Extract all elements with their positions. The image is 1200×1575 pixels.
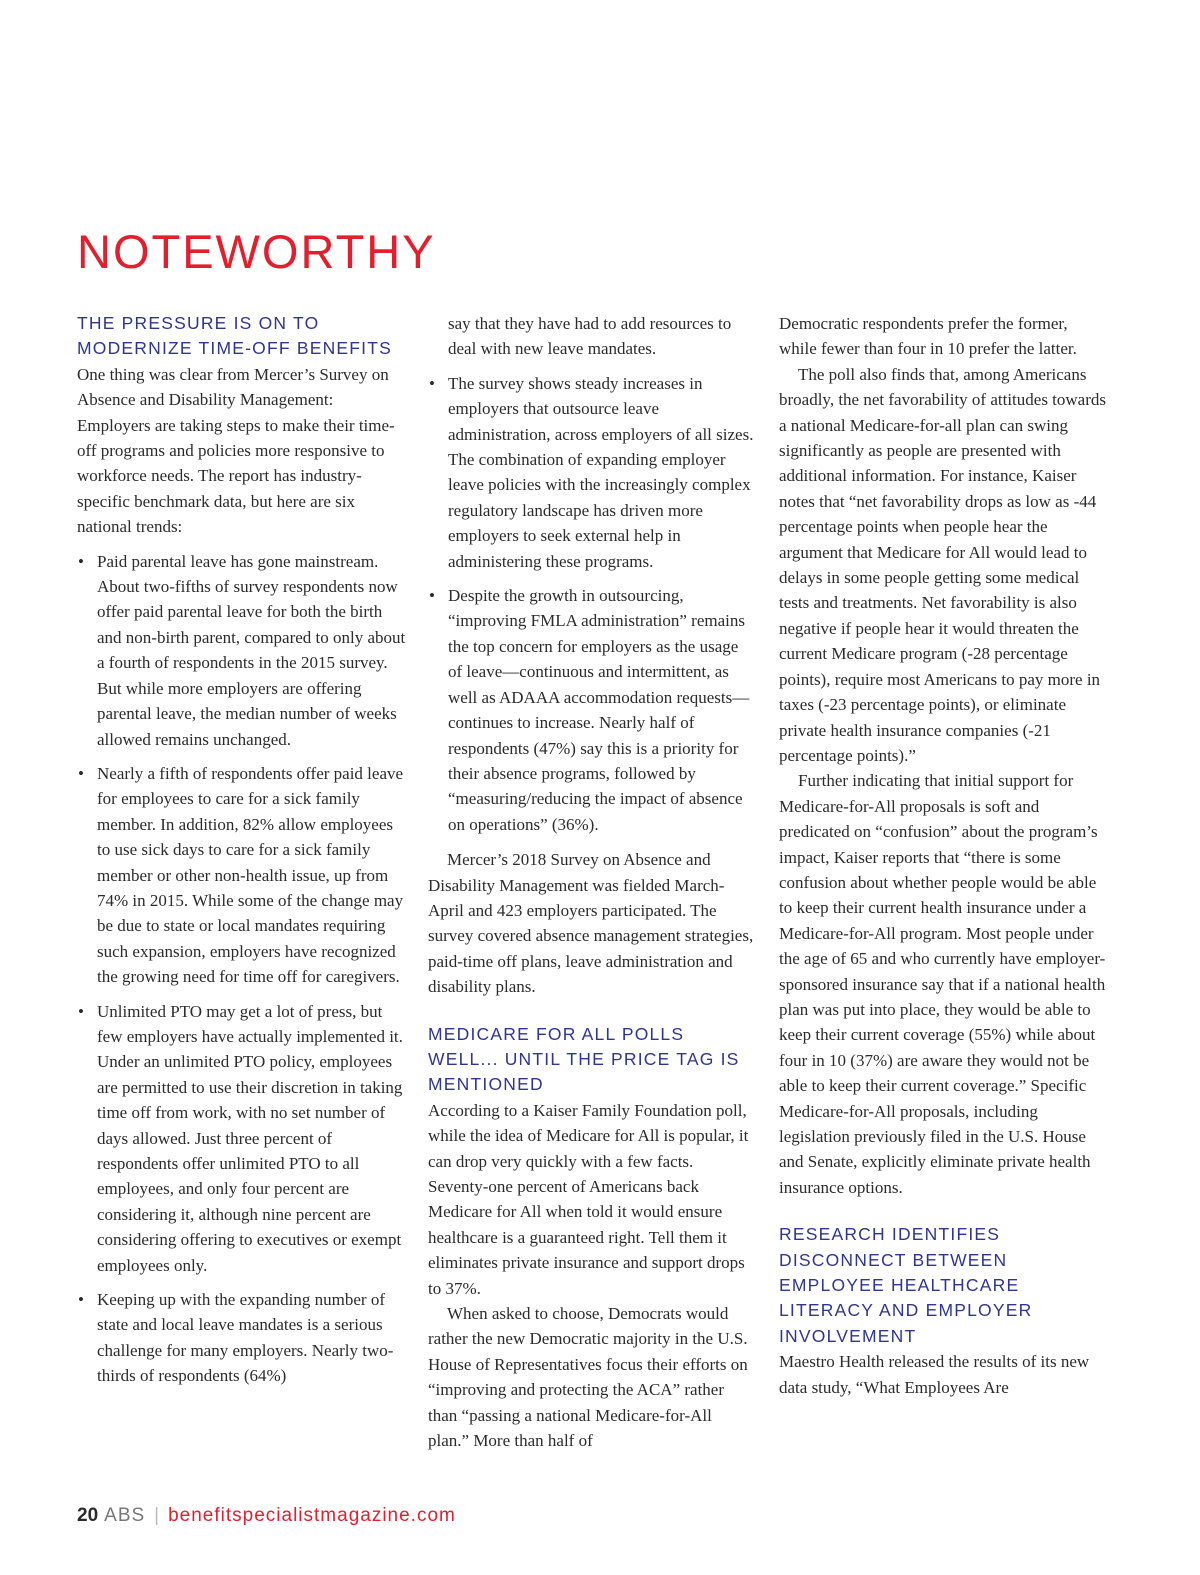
section-heading-research: RESEARCH IDENTIFIES DISCONNECT BETWEEN EMPLOYEE HEALTHCARE LITERACY AND EMPLOYER INVOLVEMENT: [779, 1224, 1033, 1346]
page-number: 20: [77, 1505, 99, 1526]
list-item: • Keeping up with the expanding number of state and local leave mandates is a serious challenge for many employers. Nearly two-thirds of respondents (64%): [77, 1287, 407, 1389]
body-paragraph: Maestro Health released the results of its new data study, “What Employees Are: [779, 1352, 1090, 1397]
page-footer: [77, 1502, 456, 1530]
trend-list: [77, 549, 407, 1389]
list-item: • Unlimited PTO may get a lot of press, but few employers have actually implemented it. Under an unlimited PTO policy, employees are permitted to use their discretion in taking time off from work, with no set number of days allowed. Just three percent of respondents offer unlimited PTO to all employees, and only four percent are considering it, although nine percent are considering offering to executives or exempt employees only.: [77, 999, 407, 1278]
list-item: • The survey shows steady increases in employers that outsource leave administration, across employers of all sizes. The combination of expanding employer leave policies with the increasingly complex regulatory landscape has driven more employers to seek external help in administering these programs.: [428, 371, 754, 574]
section-heading-medicare: MEDICARE FOR ALL POLLS WELL... UNTIL THE PRICE TAG IS MENTIONED: [428, 1023, 740, 1095]
website-link[interactable]: benefitspecialistmagazine.com: [168, 1505, 456, 1526]
list-item-continuation: say that they have had to add resources to deal with new leave mandates.: [448, 314, 732, 359]
section-heading-time-off: THE PRESSURE IS ON TO MODERNIZE TIME-OFF BENEFITS: [77, 313, 392, 359]
intro-paragraph: One thing was clear from Mercer’s Survey on Absence and Disability Management: Employers are taking steps to make their time-off programs and policies more responsive to workforce needs. The report has industry-specific benchmark data, but here are six national trends:: [77, 364, 395, 537]
body-paragraph: When asked to choose, Democrats would rather the new Democratic majority in the U.S. House of Representatives focus their efforts on “improving and protecting the ACA” rather than “passing a national Medicare-for-All plan.” More than half of: [428, 1304, 748, 1451]
page-title: NOTEWORTHY: [77, 225, 436, 278]
body-paragraph-continuation: Democratic respondents prefer the former, while fewer than four in 10 prefer the latter.: [779, 314, 1077, 359]
list-item: • Nearly a fifth of respondents offer paid leave for employees to care for a sick family member. In addition, 82% allow employees to use sick days to care for a sick family member or other non-health issue, up from 74% in 2015. While some of the change may be due to state or local mandates requiring such expansion, employers have recognized the growing need for time off for caregivers.: [77, 761, 407, 990]
column-3: [779, 311, 1109, 1400]
body-paragraph: According to a Kaiser Family Foundation poll, while the idea of Medicare for All is popular, it can drop very quickly with a few facts. Seventy-one percent of Americans back Medicare for All when told it would ensure healthcare is a guaranteed right. Tell them it eliminates private insurance and support drops to 37%.: [428, 1100, 749, 1298]
footer-separator: |: [154, 1505, 160, 1526]
list-item: • Despite the growth in outsourcing, “improving FMLA administration” remains the top concern for employers as the usage of leave—continuous and intermittent, as well as ADAAA accommodation requests—continues to increase. Nearly half of respondents (47%) say this is a priority for their absence programs, followed by “measuring/reducing the impact of absence on operations” (36%).: [428, 583, 754, 837]
column-2: [428, 311, 754, 1453]
body-paragraph: The poll also finds that, among Americans broadly, the net favorability of attitudes towards a national Medicare-for-all plan can swing significantly as people are presented with additional information. For instance, Kaiser notes that “net favorability drops as low as -44 percentage points when people hear the argument that Medicare for All would lead to delays in some people getting some medical tests and treatments. Net favorability is also negative if people hear it would threaten the current Medicare program (-28 percentage points), require most Americans to pay more in taxes (-23 percentage points), or eliminate private health insurance companies (-21 percentage points).”: [779, 364, 1107, 765]
survey-note: Mercer’s 2018 Survey on Absence and Disability Management was fielded March-April and 423 employers participated. The survey covered absence management strategies, paid-time off plans, leave administration and disability plans.: [428, 850, 754, 997]
column-1: [77, 311, 407, 1389]
trend-list-continued: [428, 311, 754, 837]
publication-abbrev: ABS: [104, 1505, 146, 1526]
body-paragraph: Further indicating that initial support for Medicare-for-All proposals is soft and predicated on “confusion” about the program’s impact, Kaiser reports that “there is some confusion about whether people would be able to keep their current health insurance under a Medicare-for-All program. Most people under the age of 65 and who currently have employer-sponsored insurance say that if a national health plan was put into place, they would be able to keep their current coverage (55%) while about four in 10 (37%) are aware they would not be able to keep their current coverage.” Specific Medicare-for-All proposals, including legislation previously filed in the U.S. House and Senate, explicitly eliminate private health insurance options.: [779, 771, 1106, 1197]
list-item: • Paid parental leave has gone mainstream. About two-fifths of survey respondents now offer paid parental leave for both the birth and non-birth parent, compared to only about a fourth of respondents in the 2015 survey. But while more employers are offering parental leave, the median number of weeks allowed remains unchanged.: [77, 549, 407, 752]
